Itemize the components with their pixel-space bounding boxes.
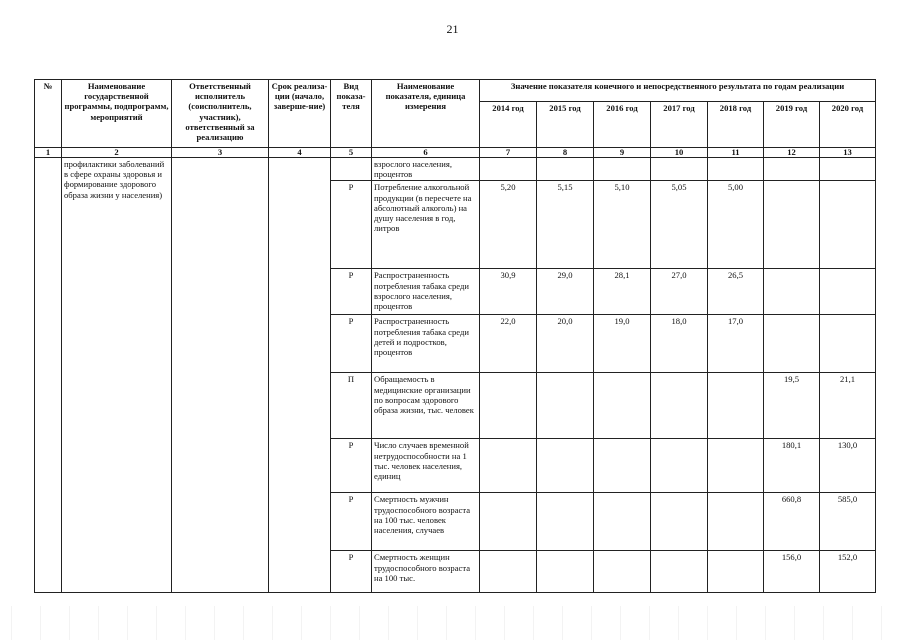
indicator-value: 21,1 bbox=[820, 373, 876, 439]
indicator-name: Число случаев временной нетрудоспособности на 1 тыс. человек населения, единиц bbox=[372, 439, 480, 493]
empty-cell-number bbox=[35, 158, 62, 593]
header-year: 2016 год bbox=[594, 102, 651, 148]
column-number: 10 bbox=[651, 148, 708, 158]
indicator-value bbox=[537, 493, 594, 551]
indicator-value: 17,0 bbox=[708, 315, 764, 373]
indicator-value: 19,0 bbox=[594, 315, 651, 373]
table-row bbox=[35, 158, 876, 181]
header-year: 2017 год bbox=[651, 102, 708, 148]
indicator-value bbox=[820, 181, 876, 269]
column-number: 4 bbox=[269, 148, 331, 158]
header-number: № bbox=[35, 80, 62, 148]
indicator-value bbox=[651, 493, 708, 551]
indicator-type: Р bbox=[331, 315, 372, 373]
indicator-value bbox=[708, 439, 764, 493]
column-number: 3 bbox=[172, 148, 269, 158]
header-year: 2020 год bbox=[820, 102, 876, 148]
indicator-value bbox=[594, 551, 651, 593]
indicator-value bbox=[764, 269, 820, 315]
indicator-value bbox=[764, 315, 820, 373]
indicator-name: взрослого населения, процентов bbox=[372, 158, 480, 181]
header-year: 2018 год bbox=[708, 102, 764, 148]
indicator-value: 660,8 bbox=[764, 493, 820, 551]
indicator-value bbox=[651, 439, 708, 493]
indicator-value bbox=[651, 551, 708, 593]
indicator-value: 28,1 bbox=[594, 269, 651, 315]
indicator-value bbox=[708, 493, 764, 551]
indicator-value: 5,15 bbox=[537, 181, 594, 269]
indicator-name: Распространенность потребления табака среди взрослого населения, процентов bbox=[372, 269, 480, 315]
indicator-value: 29,0 bbox=[537, 269, 594, 315]
header-year: 2015 год bbox=[537, 102, 594, 148]
indicator-type: П bbox=[331, 373, 372, 439]
indicator-type bbox=[331, 158, 372, 181]
indicator-value bbox=[820, 269, 876, 315]
header-year: 2014 год bbox=[480, 102, 537, 148]
indicator-value bbox=[820, 158, 876, 181]
column-number: 8 bbox=[537, 148, 594, 158]
header-responsible: Ответственный исполнитель (соисполнитель, участник), ответственный за реализацию bbox=[172, 80, 269, 148]
header-program-name: Наименование государственной программы, подпрограмм, мероприятий bbox=[62, 80, 172, 148]
period-cell bbox=[269, 158, 331, 593]
indicator-value bbox=[594, 373, 651, 439]
indicator-value: 22,0 bbox=[480, 315, 537, 373]
indicator-value bbox=[537, 158, 594, 181]
indicator-value bbox=[764, 158, 820, 181]
indicator-type: Р bbox=[331, 439, 372, 493]
indicator-value: 156,0 bbox=[764, 551, 820, 593]
responsible-cell bbox=[172, 158, 269, 593]
indicator-value bbox=[651, 158, 708, 181]
indicator-value bbox=[480, 439, 537, 493]
indicator-value bbox=[594, 493, 651, 551]
indicator-value bbox=[537, 439, 594, 493]
indicator-value: 30,9 bbox=[480, 269, 537, 315]
indicator-value: 585,0 bbox=[820, 493, 876, 551]
indicators-table bbox=[34, 79, 876, 593]
page-number: 21 bbox=[446, 22, 459, 36]
header-period: Срок реализа-ции (начало, заверше-ние) bbox=[269, 80, 331, 148]
indicator-value: 5,05 bbox=[651, 181, 708, 269]
scan-noise bbox=[0, 606, 905, 640]
column-number: 6 bbox=[372, 148, 480, 158]
column-number: 13 bbox=[820, 148, 876, 158]
indicator-value: 152,0 bbox=[820, 551, 876, 593]
header-values-group: Значение показателя конечного и непосредственного результата по годам реализации bbox=[480, 80, 876, 102]
indicator-value: 27,0 bbox=[651, 269, 708, 315]
indicator-value bbox=[480, 551, 537, 593]
column-number: 5 bbox=[331, 148, 372, 158]
indicator-value bbox=[708, 551, 764, 593]
indicator-value bbox=[708, 158, 764, 181]
indicator-name: Распространенность потребления табака среди детей и подростков, процентов bbox=[372, 315, 480, 373]
column-number: 11 bbox=[708, 148, 764, 158]
indicator-name: Обращаемость в медицинские организации по вопросам здорового образа жизни, тыс. человек bbox=[372, 373, 480, 439]
program-name-cell: профилактики заболеваний в сфере охраны здоровья и формирование здорового образа жизни у населения) bbox=[62, 158, 172, 593]
indicator-value: 5,20 bbox=[480, 181, 537, 269]
indicator-value: 5,00 bbox=[708, 181, 764, 269]
indicator-value bbox=[537, 551, 594, 593]
indicator-type: Р bbox=[331, 181, 372, 269]
indicator-value: 19,5 bbox=[764, 373, 820, 439]
indicator-name: Смертность мужчин трудоспособного возраста на 100 тыс. человек населения, случаев bbox=[372, 493, 480, 551]
indicator-value bbox=[480, 493, 537, 551]
indicator-value bbox=[594, 158, 651, 181]
column-number: 2 bbox=[62, 148, 172, 158]
column-number: 9 bbox=[594, 148, 651, 158]
indicator-value bbox=[594, 439, 651, 493]
indicator-value: 130,0 bbox=[820, 439, 876, 493]
indicator-value bbox=[651, 373, 708, 439]
column-number: 1 bbox=[35, 148, 62, 158]
header-indicator-name: Наименование показателя, единица измерения bbox=[372, 80, 480, 148]
column-number: 12 bbox=[764, 148, 820, 158]
indicator-value bbox=[480, 158, 537, 181]
indicator-name: Смертность женщин трудоспособного возраста на 100 тыс. bbox=[372, 551, 480, 593]
indicator-value: 180,1 bbox=[764, 439, 820, 493]
indicator-type: Р bbox=[331, 551, 372, 593]
header-year: 2019 год bbox=[764, 102, 820, 148]
indicator-value bbox=[708, 373, 764, 439]
indicator-type: Р bbox=[331, 269, 372, 315]
indicator-value bbox=[820, 315, 876, 373]
indicator-value bbox=[537, 373, 594, 439]
indicator-value: 26,5 bbox=[708, 269, 764, 315]
indicator-value: 20,0 bbox=[537, 315, 594, 373]
column-numbers-row bbox=[35, 148, 876, 158]
indicator-value: 5,10 bbox=[594, 181, 651, 269]
indicator-name: Потребление алкогольной продукции (в пересчете на абсолютный алкоголь) на душу населения в год, литров bbox=[372, 181, 480, 269]
indicator-value bbox=[764, 181, 820, 269]
column-number: 7 bbox=[480, 148, 537, 158]
indicator-value bbox=[480, 373, 537, 439]
indicator-type: Р bbox=[331, 493, 372, 551]
indicator-value: 18,0 bbox=[651, 315, 708, 373]
header-indicator-type: Вид показа-теля bbox=[331, 80, 372, 148]
